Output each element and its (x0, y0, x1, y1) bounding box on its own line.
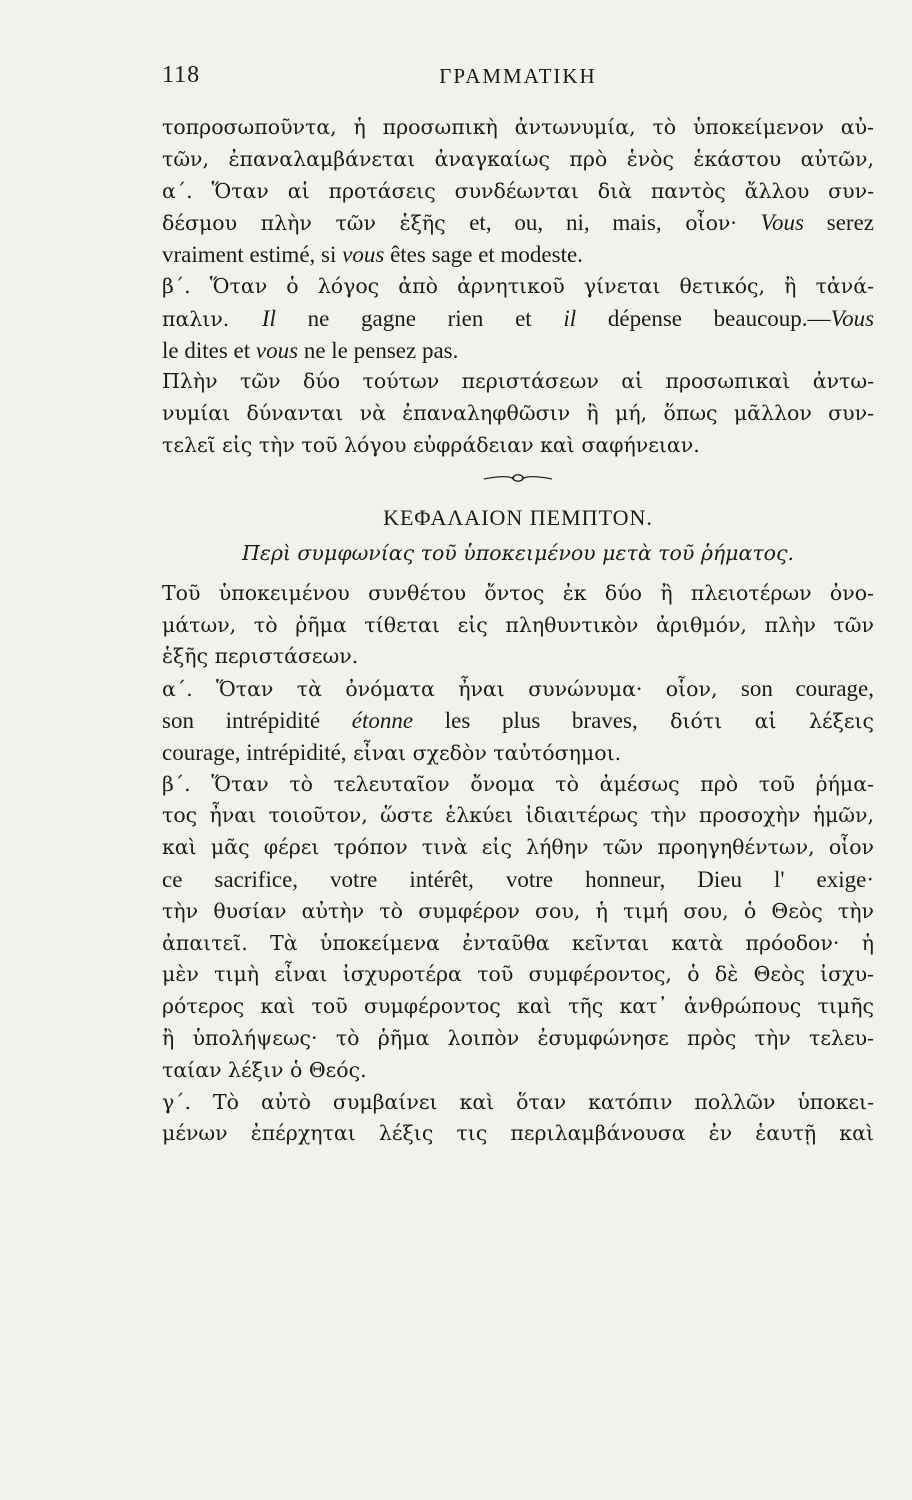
greek-text: τελεῖ εἰς τὴν τοῦ λόγου εὐφράδειαν καὶ σαφήνειαν. (162, 432, 700, 457)
greek-text: δέσμου πλὴν τῶν ἑξῆς (162, 211, 470, 236)
french-text: ne gagne rien et (275, 305, 564, 331)
greek-text: μὲν τιμὴ εἶναι ἰσχυροτέρα τοῦ συμφέροντος, ὁ δὲ Θεὸς ἰσχυ- (162, 962, 874, 987)
french-text: serez (803, 210, 874, 236)
text-line (162, 1087, 874, 1119)
page-header (162, 62, 874, 98)
french-text: Vous (760, 210, 804, 236)
text-line (162, 430, 874, 462)
french-text: étonne (351, 707, 414, 733)
greek-text: νυμίαι δύνανται νὰ ἐπαναληφθῶσιν ἢ μή, ὅπως μᾶλλον συν- (162, 401, 874, 426)
greek-text: ἢ ὑπολήψεως· τὸ ῥῆμα λοιπὸν ἐσυμφώνησε πρὸς τὴν τελευ- (162, 1025, 874, 1050)
text-line (162, 769, 874, 801)
text-line (162, 112, 874, 144)
chapter-subtitle: Περὶ συμφωνίας τοῦ ὑποκειμένου μετὰ τοῦ ῥήματος. (241, 540, 795, 565)
greek-text: β΄. Ὅταν ὁ λόγος ἀπὸ ἀρνητικοῦ γίνεται θετικός, ἢ τἀνά- (162, 273, 874, 298)
greek-text: ρότερος καὶ τοῦ συμφέροντος καὶ τῆς κατ᾽ ἀνθρώπους τιμῆς (162, 994, 874, 1019)
text-line (162, 705, 874, 737)
french-text: vous (255, 337, 299, 363)
greek-text: καὶ μᾶς φέρει τρόπον τινὰ εἰς λήθην τῶν προηγηθέντων, οἷον (162, 835, 874, 860)
greek-text: γ΄. Τὸ αὐτὸ συμβαίνει καὶ ὅταν κατόπιν πολλῶν ὑποκει- (162, 1089, 874, 1114)
text-body (162, 112, 874, 1150)
french-text: ce sacrifice, votre intérêt, votre honneur, Dieu l' exige· (162, 866, 874, 892)
book-page (162, 62, 874, 1150)
greek-text: τος ἦναι τοιοῦτον, ὥστε ἑλκύει ἰδιαιτέρως τὴν προσοχὴν ἡμῶν, (162, 803, 874, 828)
text-line (162, 578, 874, 610)
greek-text: μάτων, τὸ ῥῆμα τίθεται εἰς πληθυντικὸν ἀριθμόν, πλὴν τῶν (162, 612, 874, 637)
text-line (162, 1023, 874, 1055)
french-text: vraiment estimé, si (162, 242, 343, 268)
running-head: ΓΡΑΜΜΑΤΙΚΗ (439, 64, 597, 88)
text-line (162, 800, 874, 832)
text-line (162, 991, 874, 1023)
text-line (162, 303, 874, 335)
french-text: courage, intrépidité, (162, 739, 347, 765)
french-text: ne le pensez pas. (298, 337, 459, 363)
text-line (162, 239, 874, 271)
section-divider-ornament (162, 462, 874, 496)
text-line (162, 1055, 874, 1087)
greek-text: ἀπαιτεῖ. Τὰ ὑποκείμενα ἐνταῦθα κεῖνται κατὰ πρόοδον· ἡ (162, 930, 874, 955)
text-line (162, 398, 874, 430)
greek-text: τὴν θυσίαν αὐτὴν τὸ συμφέρον σου, ἡ τιμή σου, ὁ Θεὸς τὴν (162, 898, 874, 923)
french-text: êtes sage et modeste. (384, 242, 583, 268)
text-line (162, 176, 874, 208)
greek-text: τοπροσωποῦντα, ἡ προσωπικὴ ἀντωνυμία, τὸ ὑποκείμενον αὐ- (162, 115, 874, 139)
text-line (162, 928, 874, 960)
french-text: son courage, (740, 676, 874, 702)
text-line (162, 737, 874, 769)
french-text: Vous (830, 305, 874, 331)
text-line (162, 1118, 874, 1150)
french-text: il (563, 305, 577, 331)
greek-text: α΄. Ὅταν αἱ προτάσεις συνδέωνται διὰ παντὸς ἄλλου συν- (162, 178, 874, 203)
greek-text: εἶναι σχεδὸν ταὐτόσημοι. (346, 740, 622, 765)
text-line (162, 335, 874, 367)
greek-text: ἑξῆς περιστάσεων. (162, 644, 359, 669)
text-line (162, 673, 874, 705)
text-line (162, 610, 874, 642)
french-text: le dites et (162, 337, 256, 363)
text-line (162, 864, 874, 896)
text-line (162, 832, 874, 864)
greek-text: α΄. Ὅταν τὰ ὀνόματα ἦναι συνώνυμα· οἷον, (162, 677, 741, 702)
text-line (162, 366, 874, 398)
french-text: dépense beaucoup.— (576, 305, 831, 331)
text-line (162, 144, 874, 176)
text-line (162, 959, 874, 991)
french-text: vous (342, 242, 385, 268)
paragraph-block-1 (162, 112, 874, 462)
greek-text: Πλὴν τῶν δύο τούτων περιστάσεων αἱ προσωπικαὶ ἀντω- (162, 369, 874, 394)
text-line (162, 271, 874, 303)
greek-text: ταίαν λέξιν ὁ Θεός. (162, 1057, 367, 1082)
greek-text: διότι αἱ λέξεις (637, 708, 874, 733)
text-line (162, 207, 874, 239)
french-text: Il (261, 305, 276, 331)
greek-text: Τοῦ ὑποκειμένου συνθέτου ὄντος ἐκ δύο ἢ πλειοτέρων ὀνο- (162, 580, 874, 605)
greek-text: παλιν. (162, 306, 262, 331)
greek-text: β΄. Ὅταν τὸ τελευταῖον ὄνομα τὸ ἀμέσως πρὸ τοῦ ῥήμα- (162, 771, 874, 796)
text-line (162, 641, 874, 673)
french-text: et, ou, ni, mais, (469, 210, 662, 236)
greek-text: οἷον· (661, 211, 761, 236)
page-number: 118 (162, 62, 201, 88)
french-text: son intrépidité (162, 707, 352, 733)
french-text: les plus braves, (413, 707, 638, 733)
greek-text: μένων ἐπέρχηται λέξις τις περιλαμβάνουσα ἐν ἑαυτῇ καὶ (162, 1121, 874, 1146)
text-line (162, 896, 874, 928)
paragraph-block-2 (162, 578, 874, 1150)
ornament-icon (482, 470, 554, 486)
chapter-title: ΚΕΦΑΛΑΙΟΝ ΠΕΜΠΤΟΝ. (383, 504, 653, 530)
greek-text: τῶν, ἐπαναλαμβάνεται ἀναγκαίως πρὸ ἑνὸς ἑκάστου αὐτῶν, (162, 146, 874, 171)
